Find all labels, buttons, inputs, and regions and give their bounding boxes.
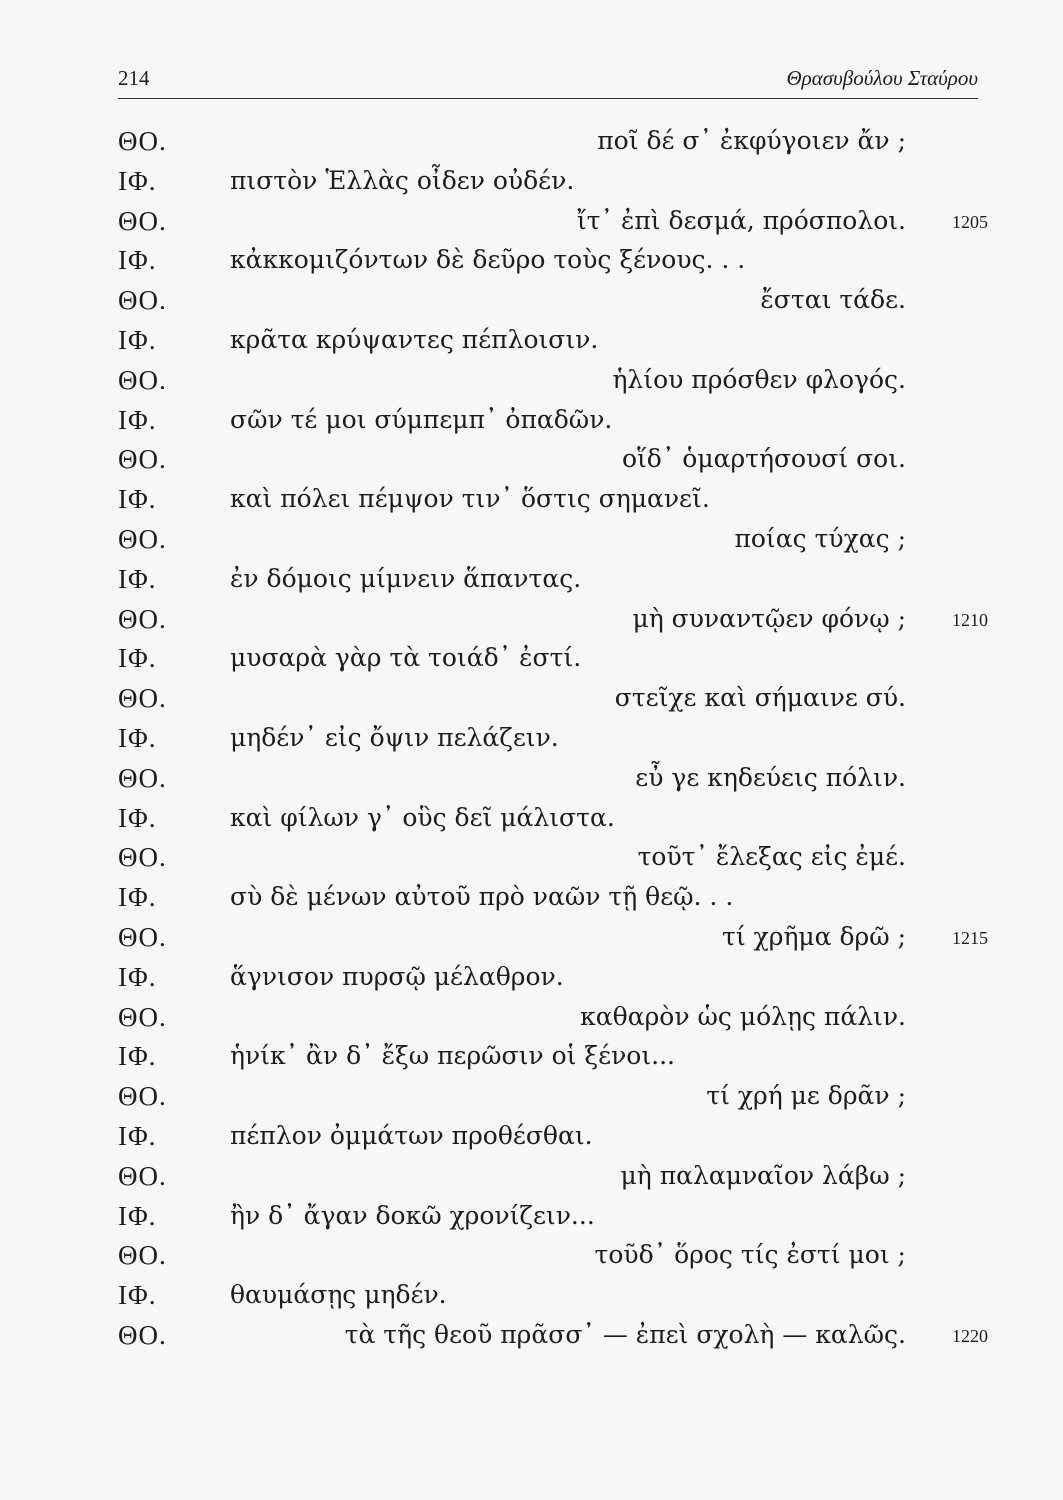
- speaker-label: ΙΦ.: [118, 643, 157, 674]
- verse-text: τί χρή με δρᾶν ;: [706, 1081, 906, 1111]
- page-number: 214: [118, 66, 150, 90]
- speaker-label: ΙΦ.: [118, 802, 157, 833]
- verse-text: μυσαρὰ γὰρ τὰ τοιάδ᾽ ἐστί.: [230, 643, 582, 673]
- verse-text: κρᾶτα κρύψαντες πέπλοισιν.: [230, 324, 599, 354]
- speaker-label: ΘΟ.: [118, 364, 167, 395]
- line-number: 1215: [952, 927, 988, 948]
- speaker-label: ΘΟ.: [118, 603, 167, 634]
- line-number: 1205: [952, 211, 988, 232]
- verse-line: [118, 1119, 988, 1159]
- verse-text: θαυμάσῃς μηδέν.: [230, 1280, 447, 1310]
- verse-line: [118, 721, 988, 761]
- verse-text: ποίας τύχας ;: [734, 523, 906, 553]
- verse-line: [118, 960, 988, 1000]
- speaker-label: ΘΟ.: [118, 285, 167, 316]
- verse-line: [118, 164, 988, 204]
- verse-line: [118, 283, 988, 323]
- verse-text: μὴ παλαμναῖον λάβω ;: [620, 1160, 906, 1190]
- verse-text: ἔσται τάδε.: [760, 285, 906, 315]
- verse-line: [118, 1318, 988, 1358]
- verse-text: ἡνίκ᾽ ἂν δ᾽ ἔξω περῶσιν οἱ ξένοι...: [230, 1041, 675, 1071]
- verse-text: πιστὸν Ἑλλὰς οἶδεν οὐδέν.: [230, 165, 575, 195]
- speaker-label: ΘΟ.: [118, 842, 167, 873]
- verse-line: [118, 801, 988, 841]
- verse-line: [118, 323, 988, 363]
- verse-text: ἐν δόμοις μίμνειν ἅπαντας.: [230, 563, 582, 593]
- verse-line: [118, 1199, 988, 1239]
- verse-text: ἅγνισον πυρσῷ μέλαθρον.: [230, 961, 564, 991]
- verse-text: ποῖ δέ σ᾽ ἐκφύγοιεν ἄν ;: [597, 126, 906, 155]
- verse-line: [118, 442, 988, 482]
- verse-line: [118, 840, 988, 880]
- verse-text: τί χρῆμα δρῶ ;: [722, 921, 906, 951]
- verse-text: μηδέν᾽ εἰς ὄψιν πελάζειν.: [230, 722, 559, 752]
- verse-line: [118, 761, 988, 801]
- verse-line: [118, 562, 988, 602]
- speaker-label: ΙΦ.: [118, 882, 157, 913]
- speaker-label: ΘΟ.: [118, 126, 167, 156]
- verse-line: [118, 641, 988, 681]
- speaker-label: ΙΦ.: [118, 1120, 157, 1151]
- verse-line: [118, 1159, 988, 1199]
- speaker-label: ΘΟ.: [118, 1319, 167, 1350]
- speaker-label: ΘΟ.: [118, 444, 167, 475]
- verse-text: καθαρὸν ὡς μόλῃς πάλιν.: [580, 1001, 906, 1031]
- speaker-label: ΘΟ.: [118, 1160, 167, 1191]
- verse-line: [118, 1278, 988, 1318]
- verse-text: τοῦτ᾽ ἔλεξας εἰς ἐμέ.: [637, 842, 906, 872]
- line-number: 1220: [952, 1325, 988, 1346]
- speaker-label: ΘΟ.: [118, 1081, 167, 1112]
- speaker-label: ΘΟ.: [118, 762, 167, 793]
- verse-text: στεῖχε καὶ σήμαινε σύ.: [614, 683, 906, 713]
- verse-line: [118, 482, 988, 522]
- verse-line: [118, 522, 988, 562]
- speaker-label: ΙΦ.: [118, 1280, 157, 1311]
- verse-text: καὶ πόλει πέμψον τιν᾽ ὅστις σημανεῖ.: [230, 484, 710, 514]
- verse-text: τὰ τῆς θεοῦ πρᾶσσ᾽ — ἐπεὶ σχολὴ — καλῶς.: [344, 1319, 906, 1349]
- verse-text: καὶ φίλων γ᾽ οὓς δεῖ μάλιστα.: [230, 802, 615, 832]
- speaker-label: ΘΟ.: [118, 921, 167, 952]
- verse-text: σῶν τέ μοι σύμπεμπ᾽ ὀπαδῶν.: [230, 404, 613, 434]
- speaker-label: ΙΦ.: [118, 245, 157, 276]
- verse-line: [118, 363, 988, 403]
- speaker-label: ΙΦ.: [118, 404, 157, 435]
- page-header: [118, 62, 978, 99]
- verse-text: οἵδ᾽ ὁμαρτήσουσί σοι.: [621, 444, 906, 474]
- verse-line: [118, 920, 988, 960]
- verse-line: [118, 681, 988, 721]
- verse-text: ἡλίου πρόσθεν φλογός.: [612, 364, 906, 394]
- speaker-label: ΙΦ.: [118, 324, 157, 355]
- speaker-label: ΙΦ.: [118, 1200, 157, 1231]
- verse-line: [118, 243, 988, 283]
- dialogue-text: [118, 124, 988, 1358]
- speaker-label: ΘΟ.: [118, 683, 167, 714]
- line-number: 1210: [952, 609, 988, 630]
- speaker-label: ΙΦ.: [118, 563, 157, 594]
- speaker-label: ΙΦ.: [118, 1041, 157, 1072]
- verse-line: [118, 1039, 988, 1079]
- speaker-label: ΙΦ.: [118, 165, 157, 196]
- running-head: Θρασυβούλου Σταύρου: [786, 66, 978, 90]
- speaker-label: ΘΟ.: [118, 523, 167, 554]
- verse-text: πέπλον ὀμμάτων προθέσθαι.: [230, 1120, 593, 1150]
- verse-line: [118, 1000, 988, 1040]
- verse-line: [118, 204, 988, 244]
- verse-line: [118, 124, 988, 164]
- verse-line: [118, 602, 988, 642]
- speaker-label: ΙΦ.: [118, 722, 157, 753]
- verse-line: [118, 1238, 988, 1278]
- verse-line: [118, 1079, 988, 1119]
- verse-text: σὺ δὲ μένων αὐτοῦ πρὸ ναῶν τῇ θεῷ. . .: [230, 882, 734, 912]
- verse-text: εὖ γε κηδεύεις πόλιν.: [635, 762, 906, 792]
- speaker-label: ΙΦ.: [118, 961, 157, 992]
- verse-line: [118, 880, 988, 920]
- speaker-label: ΙΦ.: [118, 484, 157, 515]
- verse-text: ἴτ᾽ ἐπὶ δεσμά, πρόσπολοι.: [576, 205, 906, 235]
- verse-text: ἢν δ᾽ ἄγαν δοκῶ χρονίζειν...: [230, 1200, 595, 1230]
- verse-text: τοῦδ᾽ ὅρος τίς ἐστί μοι ;: [594, 1240, 906, 1270]
- verse-text: κἀκκομιζόντων δὲ δεῦρο τοὺς ξένους. . .: [230, 245, 746, 275]
- verse-line: [118, 403, 988, 443]
- speaker-label: ΘΟ.: [118, 1001, 167, 1032]
- speaker-label: ΘΟ.: [118, 205, 167, 236]
- speaker-label: ΘΟ.: [118, 1240, 167, 1271]
- verse-text: μὴ συναντῷεν φόνῳ ;: [632, 603, 906, 633]
